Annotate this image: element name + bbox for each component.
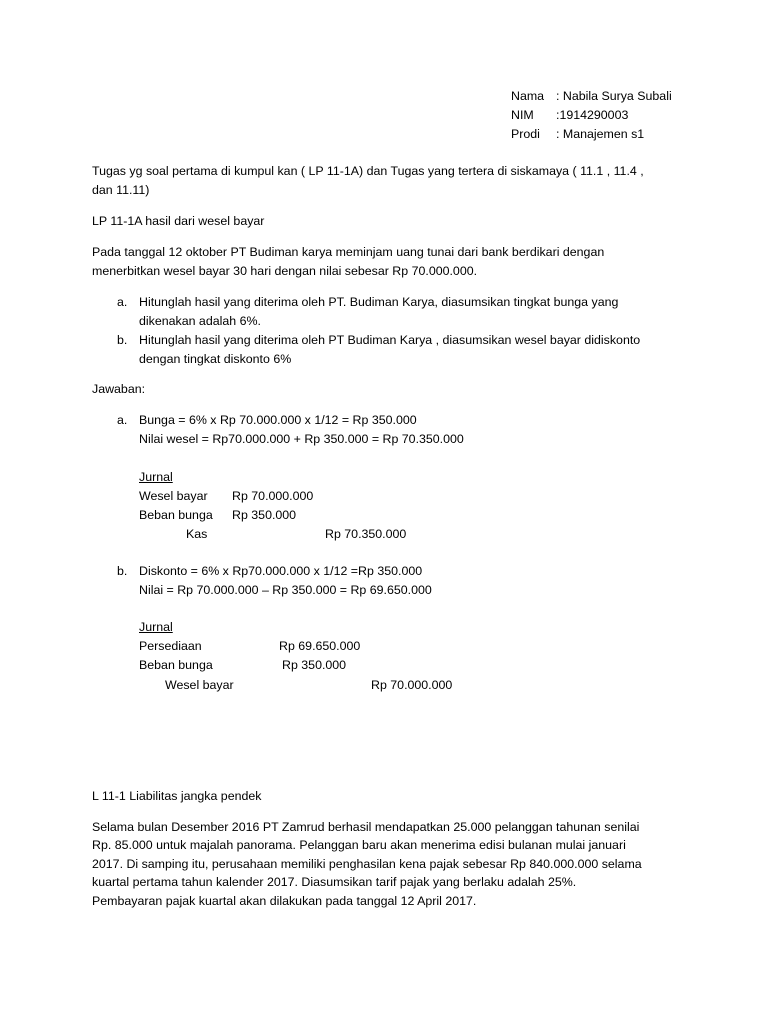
journal-account: Persediaan — [139, 639, 202, 653]
calc-line: Nilai wesel = Rp70.000.000 + Rp 350.000 = Rp 70.350.000 — [139, 432, 464, 446]
journal-amount: Rp 70.000.000 — [232, 489, 314, 503]
journal-amount: Rp 69.650.000 — [279, 639, 361, 653]
journal-amount: Rp 70.350.000 — [325, 527, 407, 541]
l111-line: kuartal pertama tahun kalender 2017. Diasumsikan tarif pajak yang berlaku adalah 25%. — [92, 875, 577, 889]
intro-line: Tugas yg soal pertama di kumpul kan ( LP 11-1A) dan Tugas yang tertera di siskamaya ( 11.1 , 11.4 , — [92, 164, 644, 178]
answer-marker: b. — [117, 564, 128, 578]
journal-amount: Rp 350.000 — [232, 508, 297, 522]
journal-amount: Rp 350.000 — [282, 658, 347, 672]
journal-account: Beban bunga — [139, 508, 213, 522]
intro-line: dan 11.11) — [92, 183, 150, 197]
journal-account: Beban bunga — [139, 658, 213, 672]
l111-title: L 11-1 Liabilitas jangka pendek — [92, 789, 262, 803]
lp-para-line: Pada tanggal 12 oktober PT Budiman karya meminjam uang tunai dari bank berdikari dengan — [92, 245, 605, 259]
jurnal-label: Jurnal — [139, 470, 173, 484]
nama-value: : Nabila Surya Subali — [556, 89, 672, 103]
question-line: Hitunglah hasil yang diterima oleh PT. Budiman Karya, diasumsikan tingkat bunga yang — [139, 295, 619, 309]
question-marker: b. — [117, 333, 128, 347]
journal-account: Wesel bayar — [165, 678, 234, 692]
question-line: dikenakan adalah 6%. — [139, 314, 261, 328]
question-line: Hitunglah hasil yang diterima oleh PT Budiman Karya , diasumsikan wesel bayar didiskonto — [139, 333, 641, 347]
lp-title: LP 11-1A hasil dari wesel bayar — [92, 214, 265, 228]
l111-line: Selama bulan Desember 2016 PT Zamrud berhasil mendapatkan 25.000 pelanggan tahunan senilai — [92, 820, 640, 834]
jurnal-label: Jurnal — [139, 620, 173, 634]
calc-line: Bunga = 6% x Rp 70.000.000 x 1/12 = Rp 350.000 — [139, 413, 417, 427]
prodi-label: Prodi — [511, 127, 540, 141]
journal-amount: Rp 70.000.000 — [371, 678, 453, 692]
calc-line: Diskonto = 6% x Rp70.000.000 x 1/12 =Rp 350.000 — [139, 564, 423, 578]
l111-line: Pembayaran pajak kuartal akan dilakukan pada tanggal 12 April 2017. — [92, 894, 477, 908]
nim-value: :1914290003 — [556, 108, 629, 122]
prodi-value: : Manajemen s1 — [556, 127, 645, 141]
journal-account: Kas — [186, 527, 208, 541]
l111-line: Rp. 85.000 untuk majalah panorama. Pelanggan baru akan menerima edisi bulanan mulai januari — [92, 838, 626, 852]
calc-line: Nilai = Rp 70.000.000 – Rp 350.000 = Rp 69.650.000 — [139, 583, 432, 597]
lp-para-line: menerbitkan wesel bayar 30 hari dengan nilai sebesar Rp 70.000.000. — [92, 264, 478, 278]
journal-account: Wesel bayar — [139, 489, 208, 503]
question-marker: a. — [117, 295, 128, 309]
nama-label: Nama — [511, 89, 545, 103]
question-line: dengan tingkat diskonto 6% — [139, 352, 292, 366]
nim-label: NIM — [511, 108, 534, 122]
answer-marker: a. — [117, 413, 128, 427]
answer-label: Jawaban: — [92, 382, 146, 396]
l111-line: 2017. Di samping itu, perusahaan memiliki penghasilan kena pajak sebesar Rp 840.000.000 selama — [92, 857, 642, 871]
